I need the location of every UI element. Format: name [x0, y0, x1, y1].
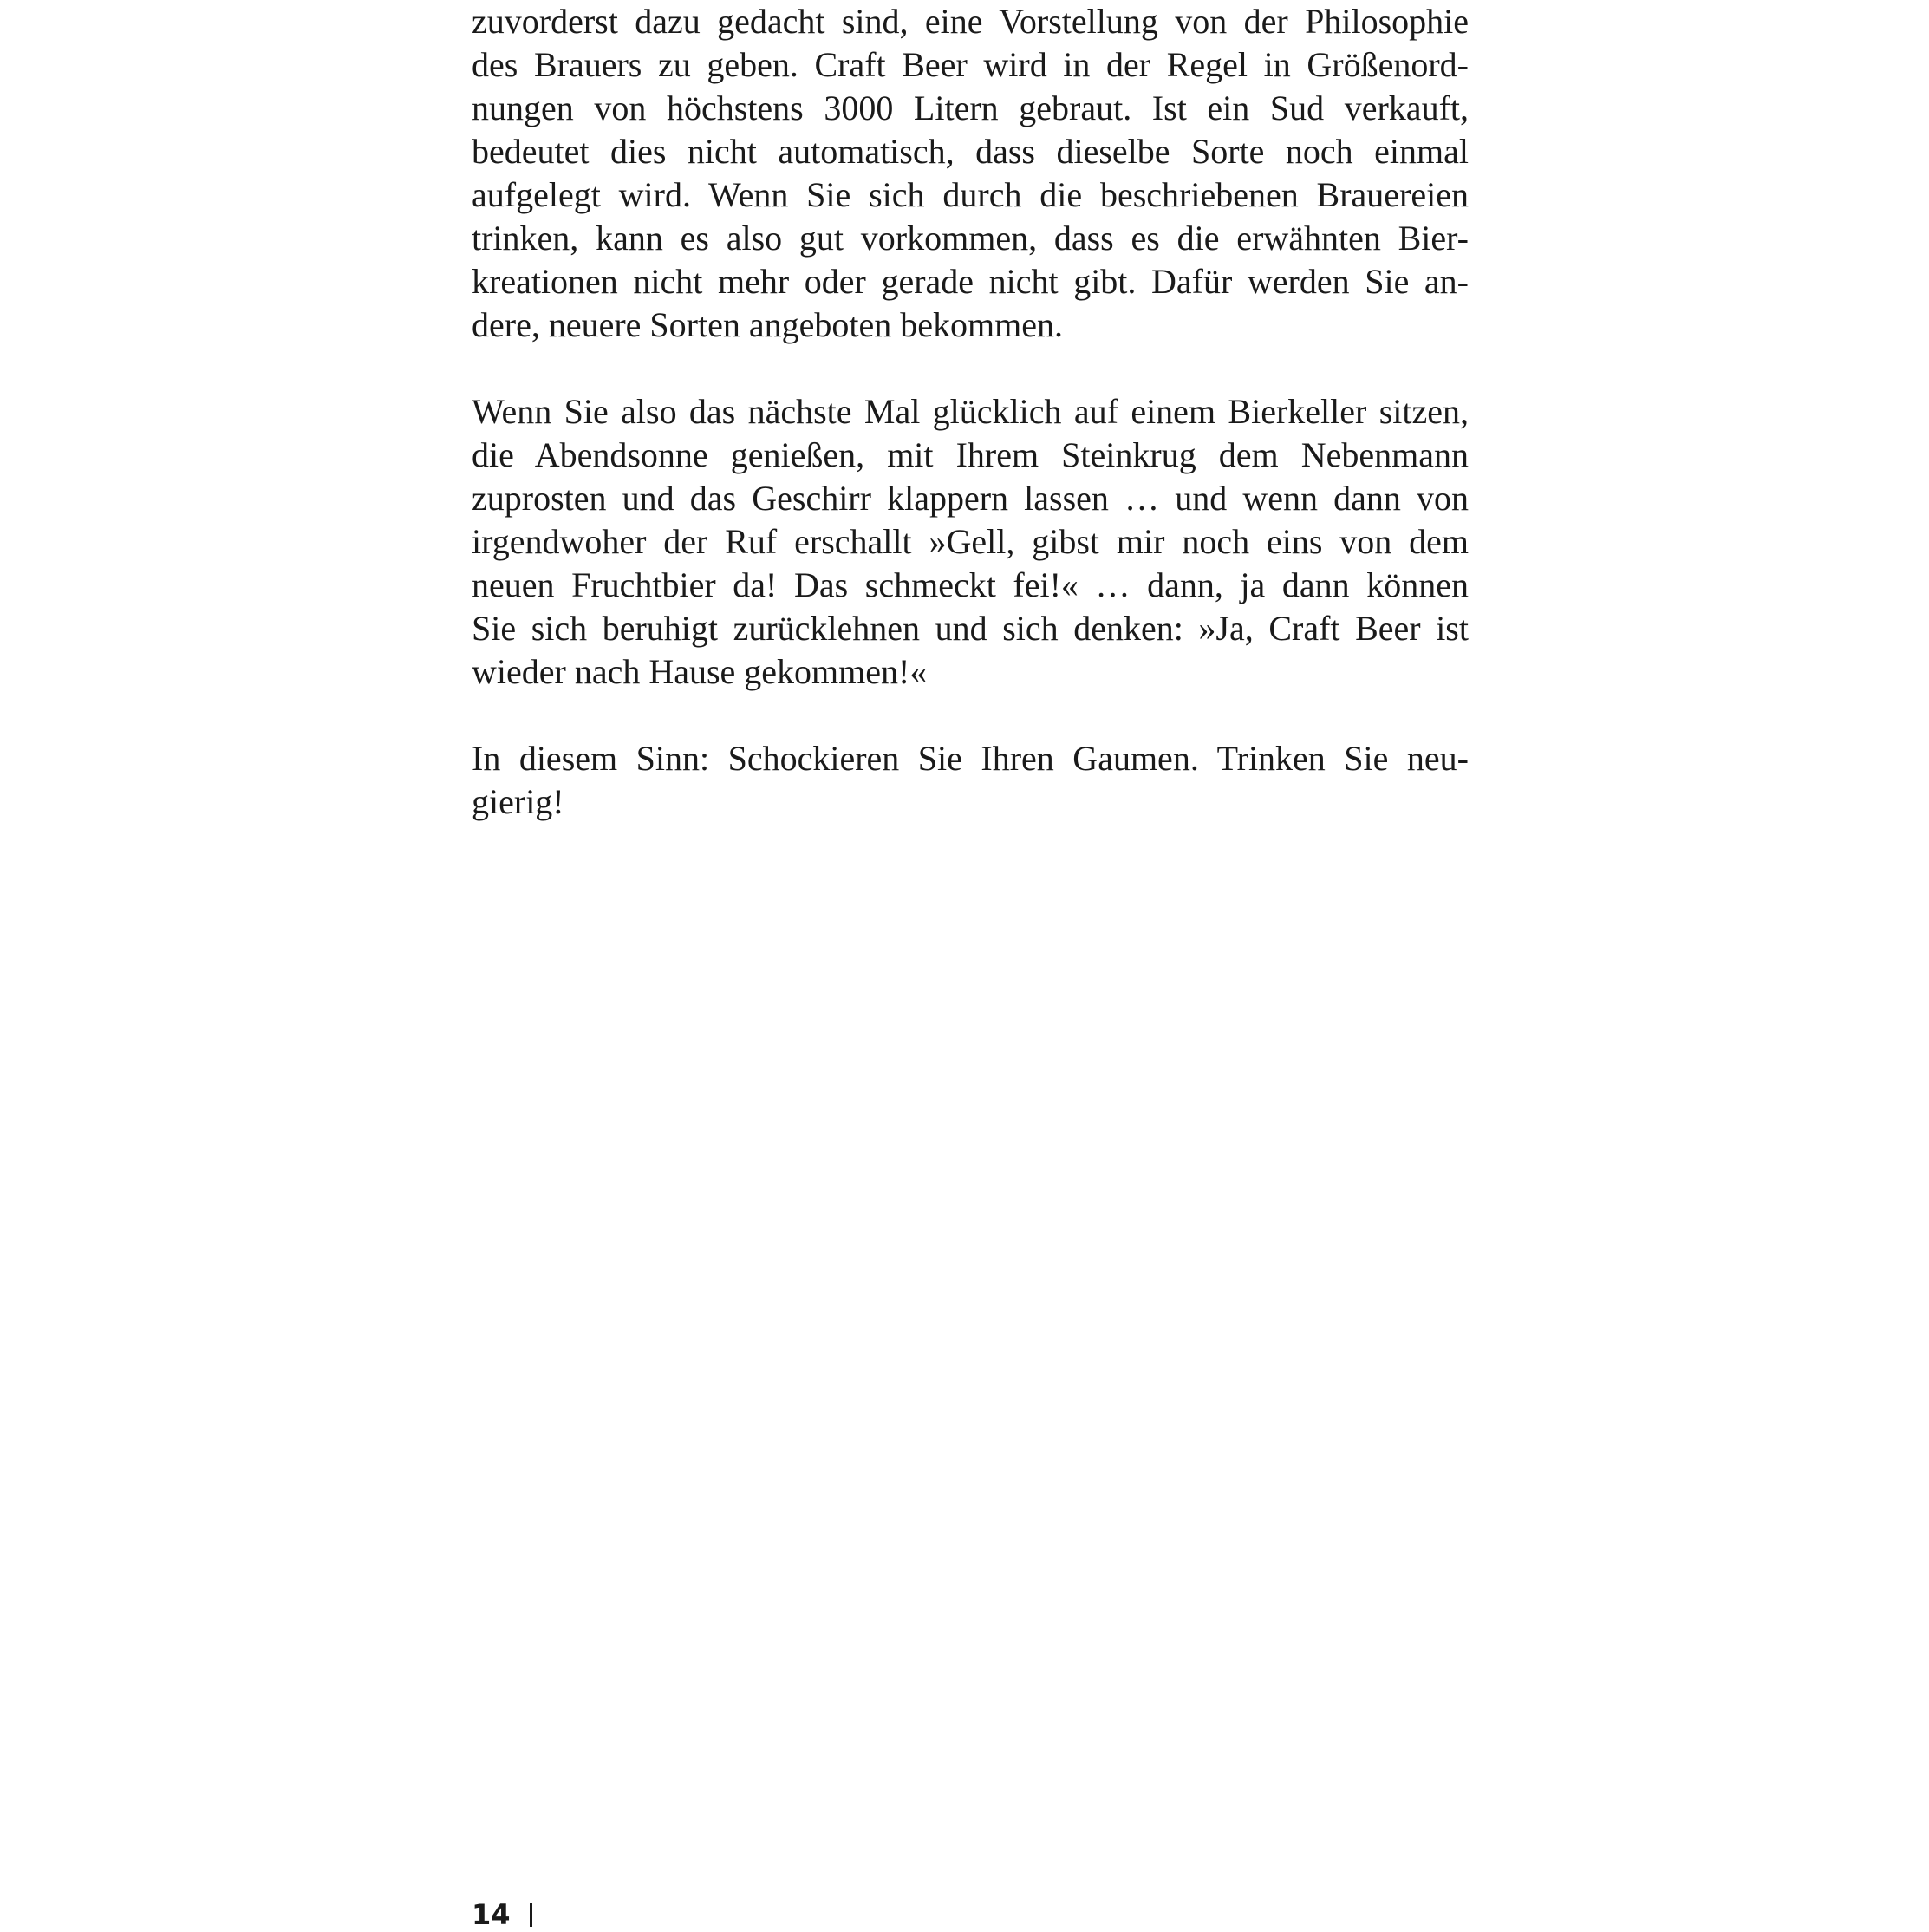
text-line: die Abendsonne genießen, mit Ihrem Steinkrug dem Nebenmann [472, 435, 1469, 474]
page-footer [472, 1897, 532, 1932]
text-line: dere, neuere Sorten angeboten bekommen. [472, 305, 1063, 344]
body-text [472, 0, 1469, 867]
text-line: kreationen nicht mehr oder gerade nicht gibt. Dafür werden Sie an- [472, 262, 1469, 301]
text-line: bedeutet dies nicht automatisch, dass dieselbe Sorte noch einmal [472, 132, 1469, 171]
paragraph-2 [472, 390, 1469, 694]
text-line: gierig! [472, 782, 564, 821]
text-line: des Brauers zu geben. Craft Beer wird in der Regel in Größenord- [472, 45, 1469, 84]
text-line: Sie sich beruhigt zurücklehnen und sich denken: »Ja, Craft Beer ist [472, 609, 1469, 648]
page-number: 14 [472, 1898, 511, 1931]
text-line: In diesem Sinn: Schockieren Sie Ihren Gaumen. Trinken Sie neu- [472, 739, 1469, 778]
text-line: zuprosten und das Geschirr klappern lassen … und wenn dann von [472, 479, 1469, 518]
text-line: nungen von höchstens 3000 Litern gebraut. Ist ein Sud verkauft, [472, 88, 1469, 127]
text-line: trinken, kann es also gut vorkommen, dass es die erwähnten Bier- [472, 219, 1469, 258]
text-line: zuvorderst dazu gedacht sind, eine Vorstellung von der Philosophie [472, 2, 1469, 41]
paragraph-1 [472, 0, 1469, 347]
text-line: aufgelegt wird. Wenn Sie sich durch die beschriebenen Brauereien [472, 175, 1469, 214]
text-line: wieder nach Hause gekommen!« [472, 652, 928, 691]
text-line: irgendwoher der Ruf erschallt »Gell, gibst mir noch eins von dem [472, 522, 1469, 561]
paragraph-3 [472, 737, 1469, 824]
text-line: neuen Fruchtbier da! Das schmeckt fei!« … dann, ja dann können [472, 565, 1469, 604]
footer-divider [530, 1903, 532, 1927]
text-line: Wenn Sie also das nächste Mal glücklich auf einem Bierkeller sitzen, [472, 392, 1469, 431]
